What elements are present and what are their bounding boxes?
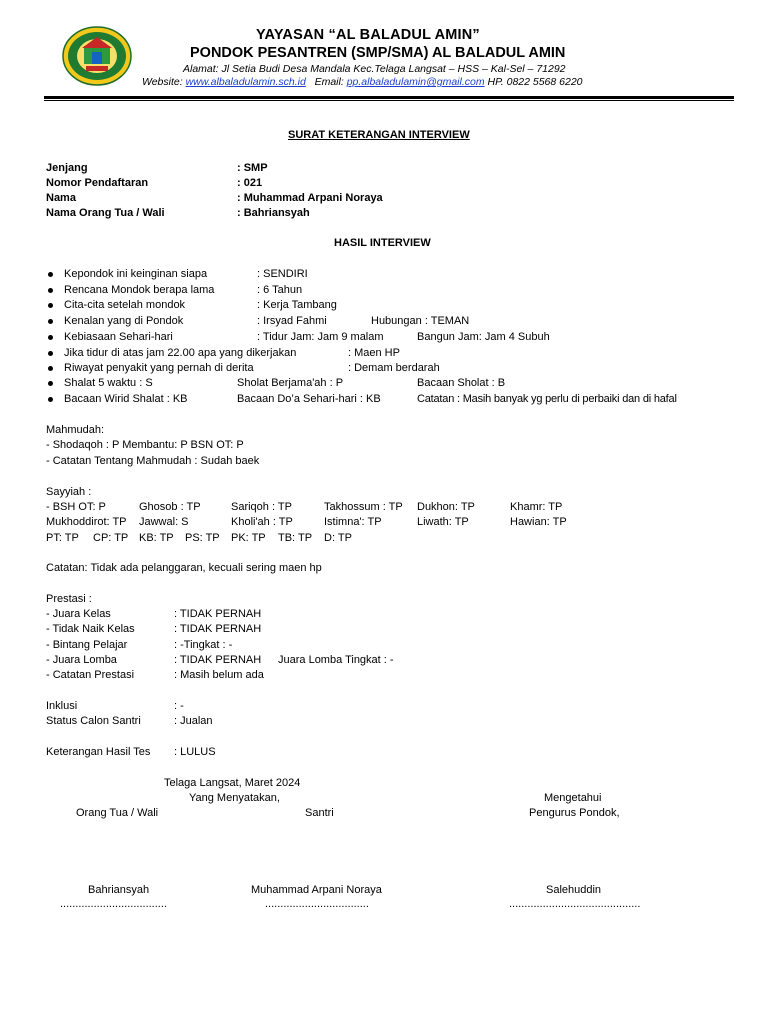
yang-menyatakan: Yang Menyatakan, — [189, 792, 280, 804]
catatan-text: Catatan: Tidak ada pelanggaran, kecuali sering maen hp — [46, 562, 322, 574]
hasil-interview-title: HASIL INTERVIEW — [334, 237, 431, 249]
bullet-value: : Maen HP — [348, 347, 400, 359]
bullet-col2: Sholat Berjama'ah : P — [237, 377, 344, 389]
sayyiah-item: D: TP — [324, 532, 352, 544]
school-logo-icon — [62, 26, 132, 86]
sayyiah-item: PS: TP — [185, 532, 220, 544]
sayyiah-item: Istimna': TP — [324, 516, 382, 528]
prestasi-value: : Masih belum ada — [174, 669, 264, 681]
santri-label: Santri — [305, 807, 334, 819]
santri-name: Muhammad Arpani Noraya — [251, 884, 382, 896]
sayyiah-item: Takhossum : TP — [324, 501, 403, 513]
sayyiah-item: Jawwal: S — [139, 516, 189, 528]
identity-label: Nama — [46, 192, 76, 204]
bullet-dot — [48, 381, 53, 386]
signature-line: .................................. — [265, 898, 369, 910]
sayyiah-item: Sariqoh : TP — [231, 501, 292, 513]
identity-value: : Muhammad Arpani Noraya — [237, 192, 383, 204]
sayyiah-item: Liwath: TP — [417, 516, 469, 528]
prestasi-extra: Juara Lomba Tingkat : - — [278, 654, 394, 666]
bullet-col1: Shalat 5 waktu : S — [64, 377, 153, 389]
status-label: Status Calon Santri — [46, 715, 141, 727]
bullet-label: Riwayat penyakit yang pernah di derita — [64, 362, 254, 374]
sayyiah-item: TB: TP — [278, 532, 313, 544]
bullet-dot — [48, 366, 53, 371]
bullet-value: : Irsyad Fahmi — [257, 315, 327, 327]
prestasi-value: : -Tingkat : - — [174, 639, 233, 651]
bullet-dot — [48, 272, 53, 277]
website-label: Website: — [142, 76, 183, 88]
prestasi-value: : TIDAK PERNAH — [174, 654, 262, 666]
bullet-dot — [48, 288, 53, 293]
header-divider-thick — [44, 96, 734, 99]
bullet-value: : Tidur Jam: Jam 9 malam — [257, 331, 384, 343]
school-address: Alamat: Jl Setia Budi Desa Mandala Kec.Telaga Langsat – HSS – Kal-Sel – 71292 — [183, 63, 566, 75]
prestasi-label: - Juara Lomba — [46, 654, 117, 666]
mahmudah-line: - Shodaqoh : P Membantu: P BSN OT: P — [46, 439, 244, 451]
orang-tua-label: Orang Tua / Wali — [76, 807, 159, 819]
prestasi-value: : TIDAK PERNAH — [174, 608, 262, 620]
identity-value: : 021 — [237, 177, 263, 189]
inklusi-value: : - — [174, 700, 184, 712]
bullet-col3: Catatan : Masih banyak yg perlu di perbaiki dan di hafal — [417, 393, 677, 405]
contact-line — [142, 76, 583, 88]
foundation-name: YAYASAN “AL BALADUL AMIN” — [256, 27, 480, 43]
prestasi-label: - Bintang Pelajar — [46, 639, 128, 651]
hasil-tes-value: : LULUS — [174, 746, 216, 758]
bullet-dot — [48, 319, 53, 324]
sayyiah-item: - BSH OT: P — [46, 501, 106, 513]
bullet-label: Cita-cita setelah mondok — [64, 299, 186, 311]
sayyiah-item: Khamr: TP — [510, 501, 563, 513]
bullet-label: Kebiasaan Sehari-hari — [64, 331, 173, 343]
bullet-col2: Bacaan Do’a Sehari-hari : KB — [237, 393, 381, 405]
bullet-col3: Bacaan Sholat : B — [417, 377, 506, 389]
orang-tua-name: Bahriansyah — [88, 884, 150, 896]
email-link[interactable]: pp.albaladulamin@gmail.com — [346, 76, 485, 88]
sayyiah-item: Kholi'ah : TP — [231, 516, 293, 528]
place-date: Telaga Langsat, Maret 2024 — [164, 777, 301, 789]
mahmudah-line: - Catatan Tentang Mahmudah : Sudah baek — [46, 455, 260, 467]
bullet-label: Kepondok ini keinginan siapa — [64, 268, 208, 280]
mengetahui: Mengetahui — [544, 792, 602, 804]
phone-number: HP. 0822 5568 6220 — [487, 76, 583, 88]
sayyiah-title: Sayyiah : — [46, 486, 92, 498]
sayyiah-item: CP: TP — [93, 532, 129, 544]
status-value: : Jualan — [174, 715, 213, 727]
header-divider-thin — [44, 100, 734, 101]
website-link[interactable]: www.albaladulamin.sch.id — [185, 76, 306, 88]
bullet-value: : SENDIRI — [257, 268, 308, 280]
bullet-dot — [48, 397, 53, 402]
identity-value: : Bahriansyah — [237, 207, 310, 219]
pengurus-label: Pengurus Pondok, — [529, 807, 620, 819]
bullet-col1: Bacaan Wirid Shalat : KB — [64, 393, 188, 405]
document-title: SURAT KETERANGAN INTERVIEW — [288, 129, 470, 141]
sayyiah-item: Hawian: TP — [510, 516, 567, 528]
inklusi-label: Inklusi — [46, 700, 78, 712]
bullet-label: Kenalan yang di Pondok — [64, 315, 184, 327]
bullet-dot — [48, 351, 53, 356]
mahmudah-title: Mahmudah: — [46, 424, 105, 436]
sayyiah-item: PK: TP — [231, 532, 266, 544]
prestasi-label: - Juara Kelas — [46, 608, 111, 620]
sayyiah-item: PT: TP — [46, 532, 79, 544]
sayyiah-item: KB: TP — [139, 532, 174, 544]
email-label: Email: — [314, 76, 344, 88]
bullet-label: Jika tidur di atas jam 22.00 apa yang dikerjakan — [64, 347, 297, 359]
sayyiah-item: Dukhon: TP — [417, 501, 475, 513]
bullet-value: : Kerja Tambang — [257, 299, 337, 311]
pengurus-name: Salehuddin — [546, 884, 602, 896]
bullet-value: : Demam berdarah — [348, 362, 440, 374]
sayyiah-item: Ghosob : TP — [139, 501, 201, 513]
signature-line: ................................... — [60, 898, 167, 910]
prestasi-title: Prestasi : — [46, 593, 92, 605]
hasil-tes-label: Keterangan Hasil Tes — [46, 746, 151, 758]
prestasi-label: - Tidak Naik Kelas — [46, 623, 135, 635]
bullet-extra: Bangun Jam: Jam 4 Subuh — [417, 331, 550, 343]
prestasi-value: : TIDAK PERNAH — [174, 623, 262, 635]
identity-label: Jenjang — [46, 162, 88, 174]
bullet-label: Rencana Mondok berapa lama — [64, 284, 215, 296]
signature-line: ........................................... — [509, 898, 641, 910]
bullet-dot — [48, 335, 53, 340]
identity-value: : SMP — [237, 162, 268, 174]
identity-label: Nomor Pendaftaran — [46, 177, 149, 189]
bullet-extra: Hubungan : TEMAN — [371, 315, 470, 327]
bullet-value: : 6 Tahun — [257, 284, 303, 296]
sayyiah-item: Mukhoddirot: TP — [46, 516, 127, 528]
bullet-dot — [48, 303, 53, 308]
identity-label: Nama Orang Tua / Wali — [46, 207, 165, 219]
prestasi-label: - Catatan Prestasi — [46, 669, 135, 681]
school-name: PONDOK PESANTREN (SMP/SMA) AL BALADUL AMIN — [190, 45, 566, 61]
